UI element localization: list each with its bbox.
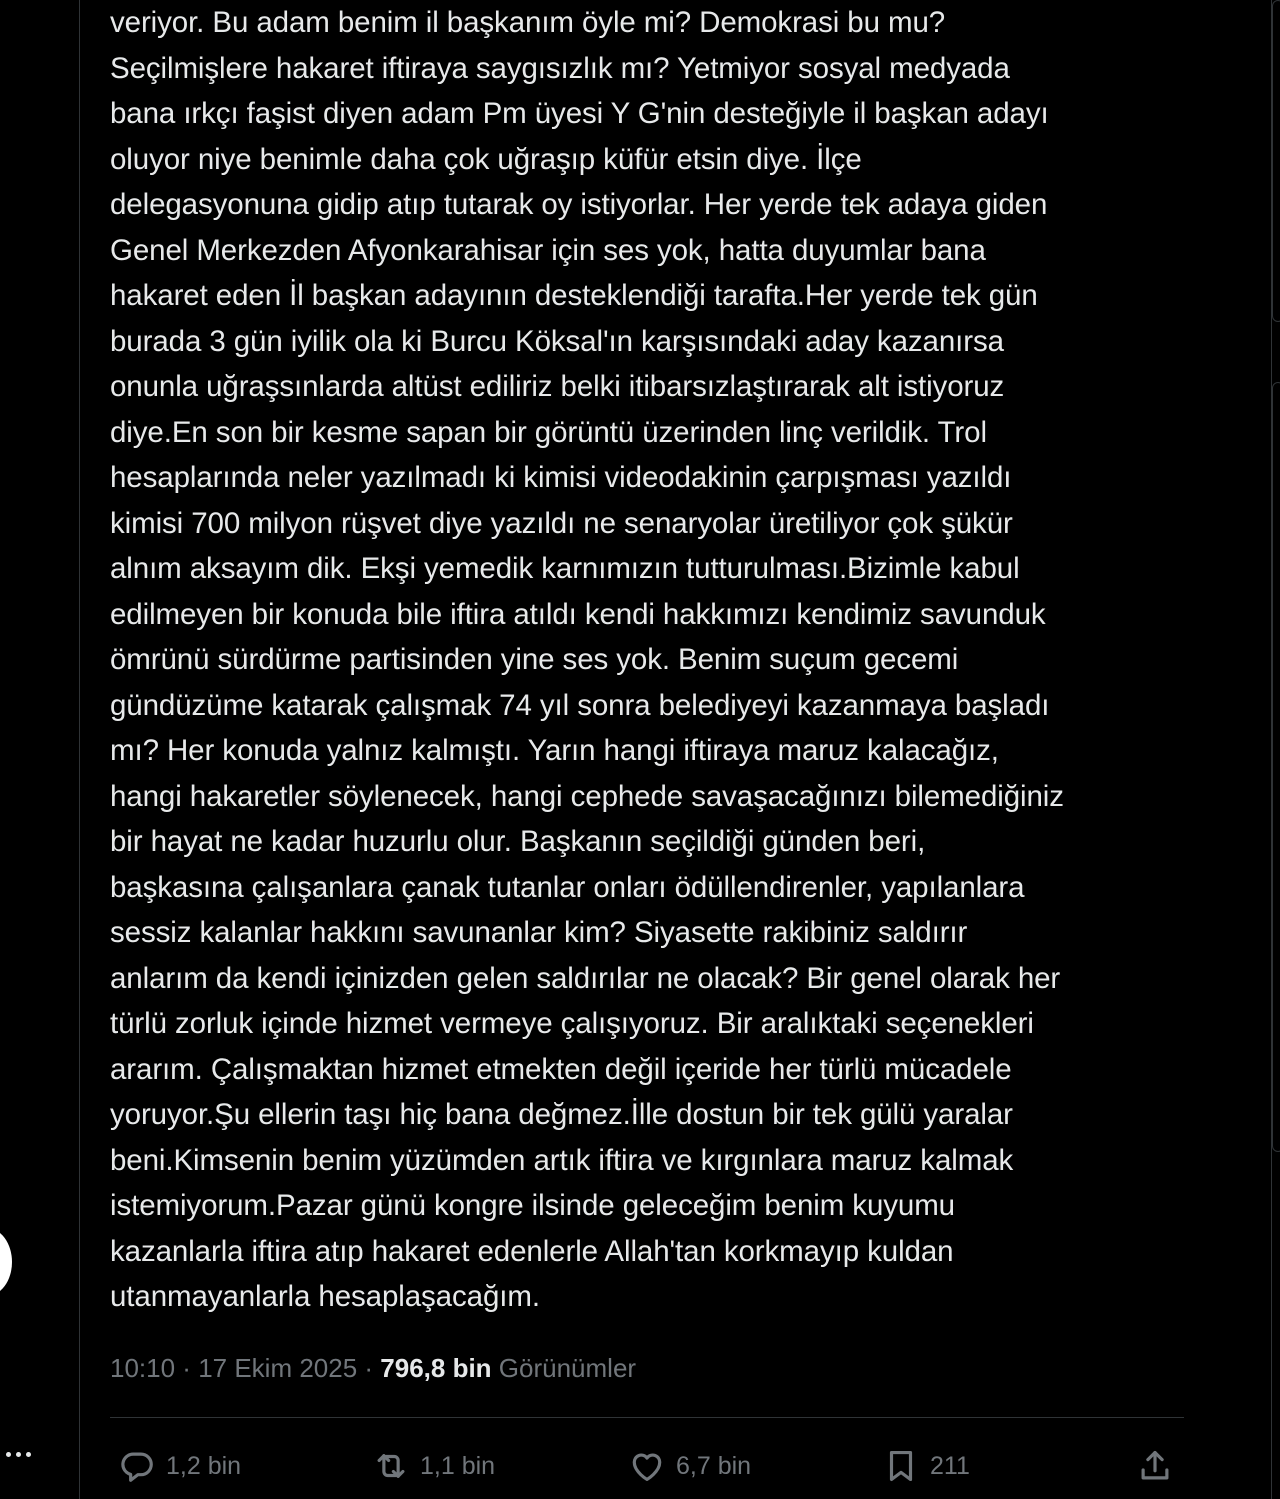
bookmark-icon	[882, 1447, 920, 1485]
tweet-text-line: oluyor niye benimle daha çok uğraşıp küfür etsin diye. İlçe	[110, 142, 862, 176]
tweet-time[interactable]: 10:10	[110, 1353, 176, 1383]
tweet-text-line: onunla uğraşsınlarda altüst ediliriz belki itibarsızlaştırarak alt istiyoruz	[110, 370, 1005, 403]
views-count[interactable]: 796,8 bin	[380, 1353, 492, 1383]
tweet-text-line: mı? Her konuda yalnız kalmıştı. Yarın hangi iftiraya maruz kalacağız,	[110, 734, 999, 767]
tweet-text	[110, 0, 1190, 1320]
right-panel-edge	[1272, 0, 1280, 1499]
account-avatar[interactable]	[0, 1228, 12, 1296]
tweet-text-line: hesaplarında neler yazılmadı ki kimisi videodakinin çarpışması yazıldı	[110, 461, 1012, 494]
tweet-text-line: anlarım da kendi içinizden gelen saldırılar ne olacak? Bir genel olarak her	[110, 961, 1061, 995]
like-count: 6,7 bin	[676, 1451, 752, 1480]
tweet-text-line: bir hayat ne kadar huzurlu olur. Başkanın seçildiği günden beri,	[110, 825, 926, 858]
tweet-text-line: delegasyonuna gidip atıp tutarak oy istiyorlar. Her yerde tek adaya giden	[110, 188, 1048, 221]
left-sidebar	[0, 0, 79, 1499]
like-button[interactable]	[628, 1440, 751, 1492]
share-button[interactable]	[1136, 1440, 1174, 1492]
tweet-text-line: ararım. Çalışmaktan hizmet etmekten değil içeride her türlü mücadele	[110, 1052, 1012, 1086]
meta-separator: ·	[357, 1353, 381, 1383]
tweet-text-line: ömrünü sürdürme partisinden yine ses yok. Benim suçum gecemi	[110, 643, 959, 676]
tweet-text-line: hakaret eden İl başkan adayının desteklendiği tarafta.Her yerde tek gün	[110, 279, 1038, 312]
tweet-text-line: başkasına çalışanlara çanak tutanlar onları ödüllendirenler, yapılanlara	[110, 870, 1025, 904]
tweet-text-line: kazanlarla iftira atıp hakaret edenlerle Allah'tan korkmayıp kuldan	[110, 1234, 954, 1268]
tweet-text-line: hangi hakaretler söylenecek, hangi cephede savaşacağınızı bilemediğiniz	[110, 779, 1064, 813]
heart-icon	[628, 1447, 666, 1485]
tweet-text-line: Genel Merkezden Afyonkarahisar için ses yok, hatta duyumlar bana	[110, 233, 986, 267]
views-label: Görünümler	[491, 1353, 637, 1383]
reply-icon	[118, 1447, 156, 1485]
tweet-text-line: yoruyor.Şu ellerin taşı hiç bana değmez.İlle dostun bir tek gülü yaralar	[110, 1098, 1013, 1131]
tweet-text-line: burada 3 gün iyilik ola ki Burcu Köksal'ın karşısındaki aday kazanırsa	[110, 324, 1004, 358]
right-panel-card	[1272, 382, 1280, 1152]
tweet-actions-bar	[110, 1440, 1184, 1492]
tweet-text-line: kimisi 700 milyon rüşvet diye yazıldı ne senaryolar üretiliyor çok şükür	[110, 506, 1013, 540]
bookmark-button[interactable]	[882, 1440, 970, 1492]
tweet-metadata	[110, 1349, 636, 1387]
tweet-text-line: utanmayanlarla hesaplaşacağım.	[110, 1280, 540, 1313]
tweet-text-line: Seçilmişlere hakaret iftiraya saygısızlık mı? Yetmiyor sosyal medyada	[110, 51, 1010, 85]
tweet-text-line: beni.Kimsenin benim yüzümden artık iftira ve kırgınlara maruz kalmak	[110, 1143, 1014, 1177]
divider	[110, 1417, 1184, 1418]
tweet-text-line: türlü zorluk içinde hizmet vermeye çalışıyoruz. Bir aralıktaki seçenekleri	[110, 1007, 1034, 1040]
retweet-button[interactable]	[372, 1440, 495, 1492]
bookmark-count: 211	[930, 1451, 970, 1480]
retweet-icon	[372, 1447, 410, 1485]
reply-count: 1,2 bin	[166, 1451, 242, 1480]
tweet-text-line: gündüzüme katarak çalışmak 74 yıl sonra belediyeyi kazanmaya başladı	[110, 688, 1050, 722]
tweet-text-line: diye.En son bir kesme sapan bir görüntü üzerinden linç verildik. Trol	[110, 415, 987, 449]
tweet-text-line: edilmeyen bir konuda bile iftira atıldı kendi hakkımızı kendimiz savunduk	[110, 597, 1046, 631]
tweet-date[interactable]: 17 Ekim 2025	[198, 1353, 358, 1383]
meta-separator: ·	[175, 1353, 199, 1383]
share-icon	[1136, 1447, 1174, 1485]
more-options-icon[interactable]	[6, 1444, 40, 1464]
retweet-count: 1,1 bin	[420, 1451, 496, 1480]
tweet-text-line: istemiyorum.Pazar günü kongre ilsinde geleceğim benim kuyumu	[110, 1189, 955, 1222]
tweet-text-line: alnım aksayım dik. Ekşi yemedik karnımızın tutturulması.Bizimle kabul	[110, 552, 1020, 585]
tweet-text-line: veriyor. Bu adam benim il başkanım öyle mi? Demokrasi bu mu?	[110, 6, 946, 39]
tweet-text-line: sessiz kalanlar hakkını savunanlar kim? Siyasette rakibiniz saldırır	[110, 916, 968, 949]
reply-button[interactable]	[118, 1440, 241, 1492]
tweet-text-line: bana ırkçı faşist diyen adam Pm üyesi Y G'nin desteğiyle il başkan adayı	[110, 97, 1049, 130]
right-panel-card	[1272, 0, 1280, 322]
